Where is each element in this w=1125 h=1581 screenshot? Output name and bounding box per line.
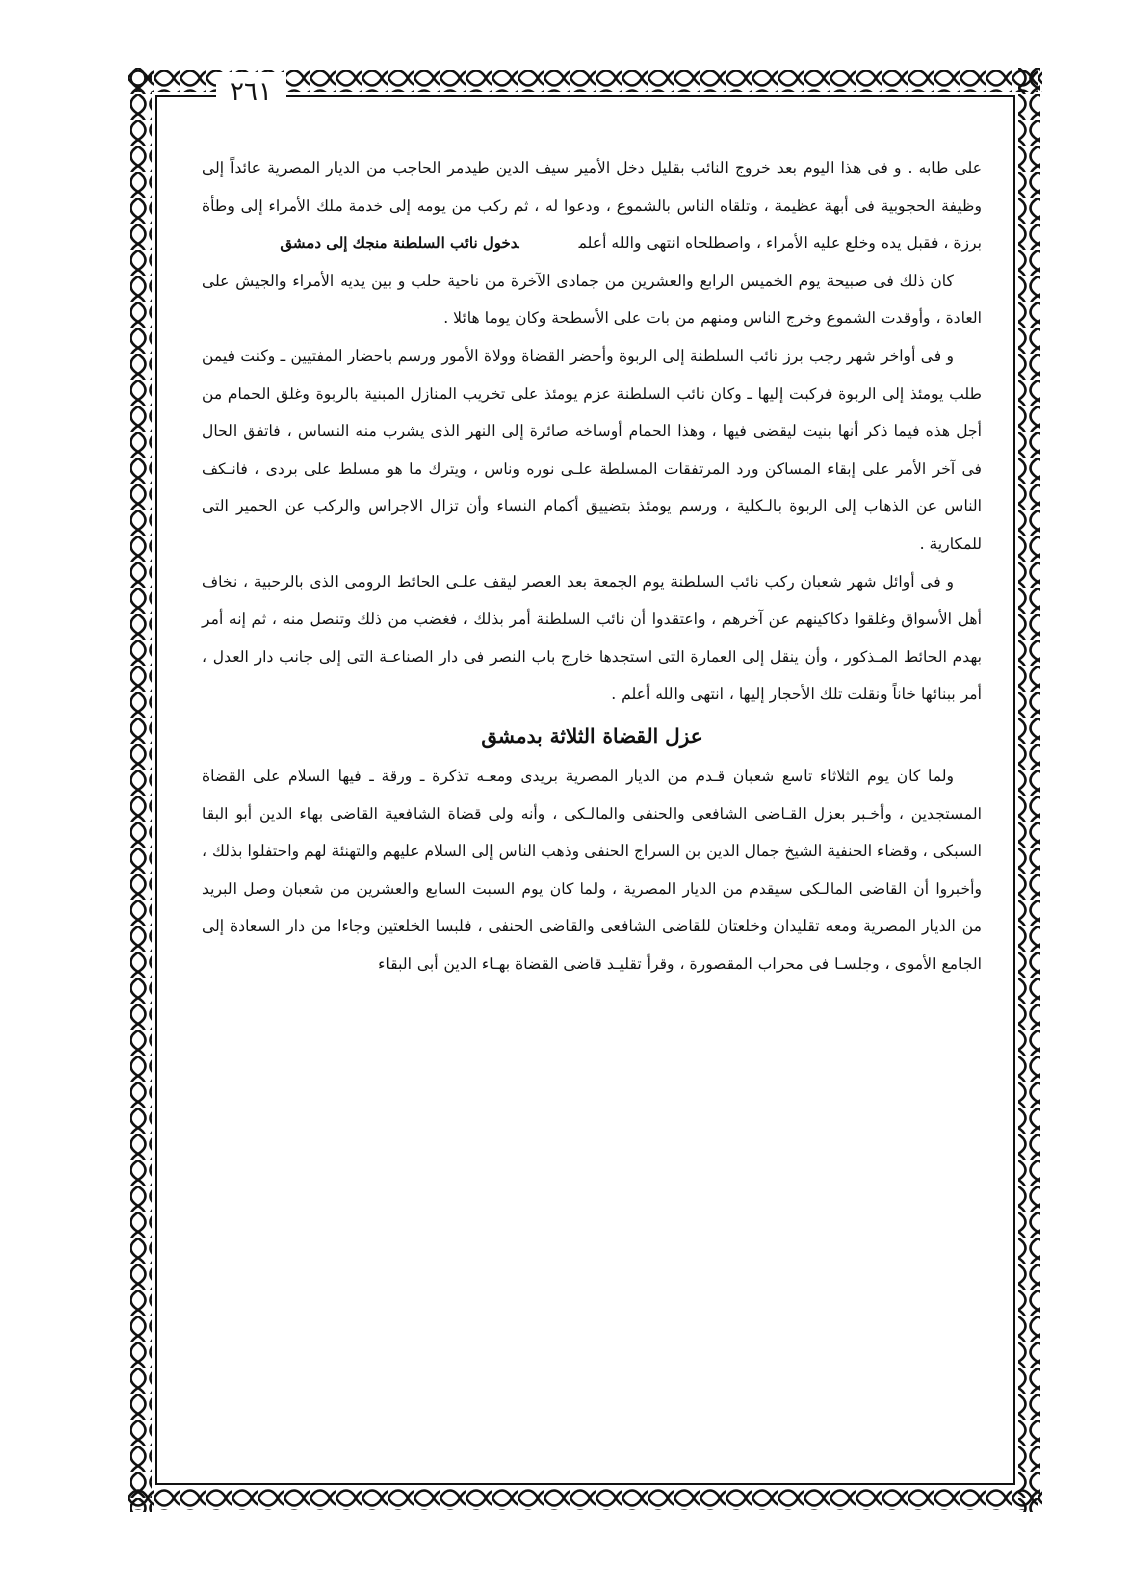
inline-heading: دخول نائب السلطنة منجك إلى دمشق bbox=[280, 234, 519, 253]
paragraph-text: ولما كان يوم الثلاثاء تاسع شعبان قـدم من الديار المصرية بريدى ومعـه تذكرة ـ ورقة ـ فيها السلام على القضاة المستجدين ، وأخـبر بعزل القـاضى الشافعى والحنفى والمالـكى ، وأنه ولى قضاة الشافعية القاضى بهاء الدين أبو البقا السبكى ، وقضاء الحنفية الشيخ جمال الدين بن السراج الحنفى وذهب الناس إلى السلام عليهم والتهنئة لهم واحتفلوا بذلك ، وأخبروا أن القاضى المالـكى سيقدم من الديار المصرية ، ولما كان يوم السبت السابع والعشرين من شعبان وصل البريد من الديار المصرية ومعه تقليدان وخلعتان للقاضى الشافعى والقاضى الحنفى ، فلبسا الخلعتين وجاءا من دار السعادة إلى الجامع الأموى ، وجلسـا فى محراب المقصورة ، وقرأ تقليـد قاضى القضاة بهـاء الدين أبى البقاء bbox=[202, 766, 982, 973]
paragraph-text: كان ذلك فى صبيحة يوم الخميس الرابع والعشرين من جمادى الآخرة من ناحية حلب و بين يديه الأمراء والجيش على العادة ، وأوقدت الشموع وخرج الناس ومنهم من بات على الأسطحة وكان يوما هائلا . bbox=[202, 271, 982, 328]
paragraph bbox=[202, 338, 982, 564]
paragraph-text: على طابه . و فى هذا اليوم بعد خروج النائب بقليل دخل الأمير سيف الدين طيدمر الحاجب من الديار المصرية عائداً إلى وظيفة الحجوبية فى أبهة عظيمة ، وتلقاه الناس بالشموع ، ودعوا له ، ثم ركب من يومه إلى خدمة ملك الأمراء إلى وطأة برزة ، فقبل يده وخلع عليه الأمراء ، واصطلحاه انتهى والله أعلم bbox=[202, 159, 982, 253]
paragraph bbox=[202, 758, 982, 984]
section-title: عزل القضاة الثلاثة بدمشق bbox=[481, 723, 703, 748]
paragraph-text: و فى أواخر شهر رجب برز نائب السلطنة إلى الربوة وأحضر القضاة وولاة الأمور ورسم باحضار المفتيين ـ وكنت فيمن طلب يومئذ إلى الربوة فركبت إليها ـ وكان نائب السلطنة عزم يومئذ على تخريب المنازل المبنية بالربوة وغلق الحمام من أجل هذه فيما ذكر أنها بنيت ليقضى فيها ، وهذا الحمام أوساخه صائرة إلى النهر الذى يشرب منه النساس ، فاتفق الحال فى آخر الأمر على إبقاء المساكن ورد المرتفقات المسلطة علـى نوره وناس ، ويترك ما هو مسلط على بردى ، فانـكف الناس عن الذهاب إلى الربوة بالـكلية ، ورسم يومئذ بتضييق أكمام النساء وأن تزال الاجراس والركب عن الحمير التى للمكارية . bbox=[202, 346, 982, 553]
page-number: ٢٦١ bbox=[216, 72, 286, 112]
page-frame bbox=[128, 68, 1042, 1512]
paragraph-text: و فى أوائل شهر شعبان ركب نائب السلطنة يوم الجمعة بعد العصر ليقف علـى الحائط الرومى الذى بالرحبية ، نخاف أهل الأسواق وغلقوا دكاكينهم عن آخرهم ، واعتقدوا أن نائب السلطنة أمر بذلك ، فغضب من ذلك وتنصل منه ، ثم إنه أمر بهدم الحائط المـذكور ، وأن ينقل إلى العمارة التى استجدها خارج باب النصر فى دار الصناعـة التى إلى جانب دار العدل ، أمر ببنائها خاناً ونقلت تلك الأحجار إليها ، انتهى والله أعلم . bbox=[202, 572, 982, 704]
paragraph bbox=[202, 263, 982, 338]
paragraph bbox=[202, 150, 982, 263]
page-text bbox=[202, 150, 982, 983]
paragraph bbox=[202, 564, 982, 714]
